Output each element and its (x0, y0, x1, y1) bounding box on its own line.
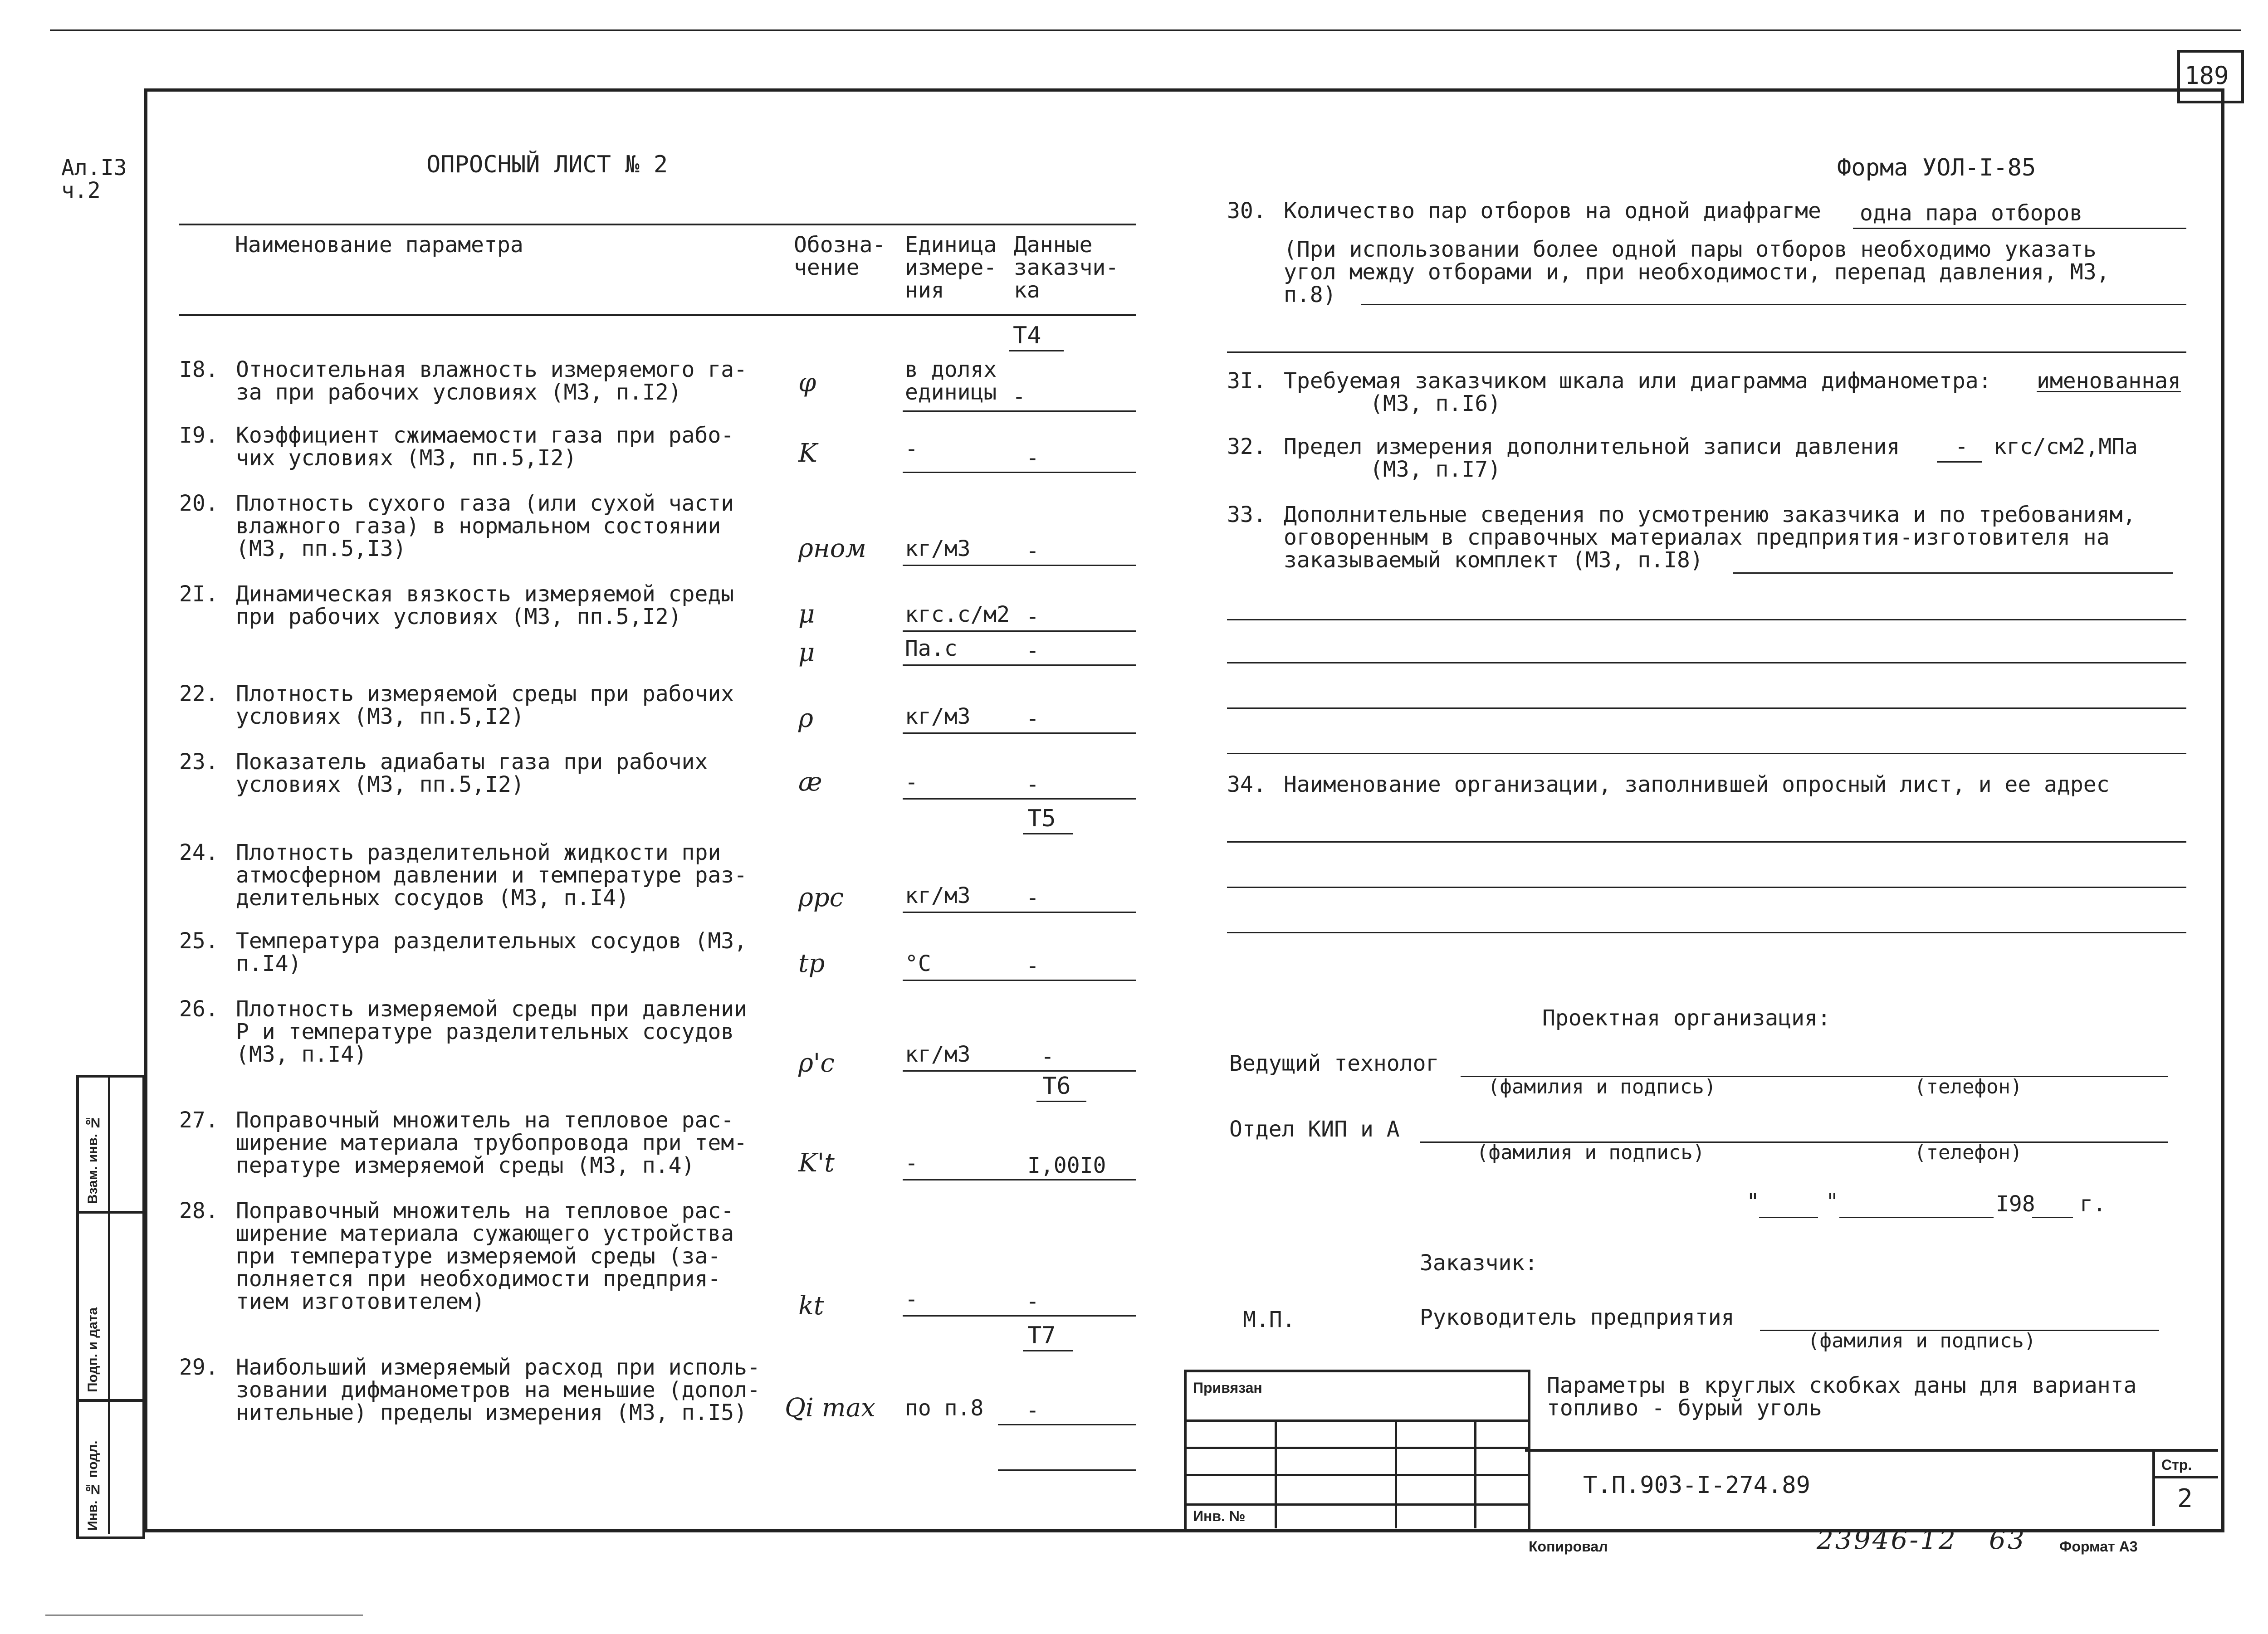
left-item-text: Коэффициент сжимаемости газа при рабо- чих условиях (МЗ, пп.5,I2) (236, 423, 734, 471)
side-label-vzam: Взам. инв. № (85, 1115, 100, 1204)
item-31-ref: (МЗ, п.I6) (1370, 391, 1501, 416)
header-data-2: заказчи- (1014, 255, 1119, 280)
lead-tech-phone-hint: (телефон) (1914, 1075, 2023, 1098)
left-item-value[interactable]: - (1026, 638, 1039, 663)
left-item-value[interactable]: - (1026, 885, 1039, 911)
item-33-text: Дополнительные сведения по усмотрению заказчика и по требованиям, оговоренным в справочных материалах предприятия-изготовителя на заказываемый комплект (МЗ, п.I8) (1284, 502, 2136, 573)
left-item-value[interactable]: - (1026, 445, 1039, 471)
left-item-symbol: Qi max (785, 1393, 875, 1423)
header-designation-2: чение (794, 255, 860, 280)
form-name: Форма УОЛ-I-85 (1837, 154, 2036, 181)
title-block-rule (1525, 1449, 2218, 1452)
left-item-symbol: φ (798, 368, 816, 398)
header-unit-2: измере- (905, 255, 997, 280)
left-item-value[interactable]: - (1012, 384, 1026, 410)
left-item-value[interactable]: - (1041, 1044, 1054, 1069)
item-30-num: 30. (1227, 198, 1266, 224)
item-30-blank-line (1227, 351, 2186, 353)
left-item-text: Температура разделительных сосудов (МЗ, п.I4) (236, 928, 748, 976)
left-item-num: 24. (179, 840, 219, 865)
copied-label: Копировал (1529, 1538, 1608, 1555)
left-item-num: 29. (179, 1355, 219, 1380)
left-item-num: 22. (179, 681, 219, 707)
item-30-text: Количество пар отборов на одной диафрагме (1284, 198, 1821, 224)
left-item-unit: в долях единицы (905, 357, 997, 405)
item-31-value[interactable]: именованная (2037, 368, 2181, 394)
left-item-symbol: K't (798, 1148, 835, 1178)
item-29-extra-rule (998, 1469, 1136, 1471)
left-item-num: 27. (179, 1107, 219, 1133)
item-34-blank-line (1227, 841, 2186, 843)
left-item-text: Относительная влажность измеряемого га- за при рабочих условиях (МЗ, п.I2) (236, 357, 748, 405)
left-item-symbol: μ (798, 600, 815, 629)
left-item-value[interactable]: - (1026, 953, 1039, 979)
left-item-num: 23. (179, 749, 219, 775)
date-quote-close: " (1826, 1189, 1839, 1215)
left-item-value[interactable]: - (1026, 706, 1039, 732)
left-item-symbol: tр (798, 949, 825, 978)
left-item-num: 20. (179, 491, 219, 516)
left-item-unit: - (905, 1287, 918, 1312)
mark-t4: T4 (1013, 322, 1041, 349)
table-header-top-rule (179, 224, 1136, 225)
kip-dept-phone-hint: (телефон) (1914, 1141, 2023, 1164)
left-item-symbol: ρ'с (798, 1049, 835, 1078)
page-label: Стр. (2161, 1457, 2192, 1473)
kip-dept-label: Отдел КИП и А (1229, 1117, 1400, 1142)
left-item-num: 25. (179, 928, 219, 954)
privyazan-col (1395, 1419, 1397, 1528)
left-item-field-rule (903, 798, 1136, 800)
mark-t6: T6 (1042, 1073, 1071, 1100)
item-32-field (1937, 461, 1982, 463)
album-part: ч.2 (61, 178, 101, 203)
left-item-value[interactable]: - (1026, 538, 1039, 564)
left-item-unit: - (905, 770, 918, 795)
header-unit-1: Единица (905, 232, 997, 258)
left-item-symbol: kt (798, 1291, 824, 1321)
left-item-field-rule (903, 630, 1136, 632)
left-item-num: I9. (179, 423, 219, 448)
left-item-num: I8. (179, 357, 219, 382)
privyazan-label: Привязан (1193, 1380, 1262, 1396)
left-item-text: Плотность разделительной жидкости при атмосферном давлении и температуре раз- делительных сосудов (МЗ, п.I4) (236, 840, 748, 911)
item-30-note-field (1361, 304, 2186, 305)
side-label-inv: Инв. № подл. (85, 1440, 100, 1531)
header-param: Наименование параметра (235, 232, 523, 258)
date-year-field[interactable] (2032, 1217, 2073, 1218)
left-item-unit: кг/м3 (905, 1042, 971, 1067)
header-data-1: Данные (1014, 232, 1093, 258)
inv-no-label: Инв. № (1193, 1508, 1246, 1524)
item-33-blank-line (1227, 619, 2186, 620)
date-day-field[interactable] (1759, 1217, 1818, 1218)
date-quote-open: " (1746, 1189, 1760, 1215)
left-item-text: Плотность измеряемой среды при рабочих условиях (МЗ, пп.5,I2) (236, 681, 734, 729)
page-cell-border (2152, 1449, 2155, 1526)
mark-t5-rule (1023, 833, 1073, 834)
copy-number: 23946-12 (1817, 1524, 1957, 1555)
left-item-symbol: K (798, 439, 817, 468)
left-item-value[interactable]: - (1026, 1398, 1039, 1423)
left-item-field-rule (903, 1179, 1136, 1180)
left-item-unit: - (905, 1151, 918, 1176)
bottom-edge-line (45, 1614, 363, 1616)
item-31-num: 3I. (1227, 368, 1266, 394)
left-item-value[interactable]: - (1026, 772, 1039, 797)
header-designation-1: Обозна- (794, 232, 886, 258)
left-item-value[interactable]: - (1026, 604, 1039, 629)
left-item-field-rule (903, 664, 1136, 666)
left-item-value[interactable]: - (1026, 1289, 1039, 1314)
left-item-field-rule (903, 912, 1136, 913)
left-item-field-rule (903, 1315, 1136, 1317)
page-cell-divider (2152, 1476, 2218, 1478)
head-label: Руководитель предприятия (1420, 1305, 1735, 1330)
header-data-3: ка (1014, 278, 1040, 303)
item-34-blank-line (1227, 887, 2186, 888)
left-item-unit: - (905, 436, 918, 462)
mp-label: М.П. (1243, 1307, 1295, 1332)
left-item-symbol: ρрс (798, 883, 844, 912)
format-label: Формат А3 (2059, 1538, 2138, 1555)
sheet-title: ОПРОСНЫЙ ЛИСТ № 2 (426, 151, 668, 178)
left-item-text: Поправочный множитель на тепловое рас- ширение материала сужающего устройства при температуре измеряемой среды (за- полняется при необходимости предприя- тием изготовителем) (236, 1198, 734, 1314)
left-item-field-rule (903, 472, 1136, 473)
privyazan-col (1474, 1419, 1476, 1528)
left-item-symbol: μ (798, 638, 815, 668)
customer-label: Заказчик: (1420, 1250, 1538, 1276)
mark-t7-rule (1023, 1350, 1073, 1351)
left-item-symbol: ρ (798, 704, 813, 733)
item-31-text: Требуемая заказчиком шкала или диаграмма дифманометра: (1284, 368, 1992, 394)
item-34-blank-line (1227, 932, 2186, 933)
table-header-bottom-rule (179, 314, 1136, 316)
left-item-field-rule (998, 1424, 1136, 1425)
project-org-label: Проектная организация: (1542, 1005, 1831, 1031)
item-34-text: Наименование организации, заполнившей опросный лист, и ее адрес (1284, 772, 2110, 797)
left-item-num: 2I. (179, 581, 219, 607)
top-edge-line (50, 29, 2241, 31)
left-item-unit: кг/м3 (905, 883, 971, 908)
left-item-text: Наибольший измеряемый расход при исполь- зовании дифманометров на меньшие (допол- нительные) пределы измерения (МЗ, п.I5) (236, 1355, 760, 1425)
left-item-field-rule (903, 410, 1136, 412)
left-item-field-rule (903, 565, 1136, 566)
mark-t7: T7 (1027, 1322, 1056, 1349)
item-32-text: Предел измерения дополнительной записи давления (1284, 434, 1900, 459)
item-33-field (1733, 572, 2173, 574)
item-32-ref: (МЗ, п.I7) (1370, 457, 1501, 482)
item-34-num: 34. (1227, 772, 1266, 797)
left-item-num: 28. (179, 1198, 219, 1224)
left-item-unit: по п.8 (905, 1395, 984, 1421)
date-month-field[interactable] (1839, 1217, 1994, 1218)
lead-tech-name-hint: (фамилия и подпись) (1488, 1075, 1716, 1098)
left-item-symbol: ρном (798, 534, 866, 563)
item-33-blank-line (1227, 662, 2186, 663)
head-name-hint: (фамилия и подпись) (1808, 1329, 2036, 1352)
left-item-text: Динамическая вязкость измеряемой среды при рабочих условиях (МЗ, пп.5,I2) (236, 581, 734, 629)
item-33-num: 33. (1227, 502, 1266, 527)
left-item-field-rule (903, 1070, 1136, 1072)
left-item-field-rule (903, 732, 1136, 734)
left-item-unit: Па.с (905, 636, 958, 661)
privyazan-col (1275, 1419, 1277, 1528)
left-item-symbol: æ (798, 767, 822, 797)
item-30-value[interactable]: одна пара отборов (1860, 200, 2083, 226)
item-32-value[interactable]: - (1955, 434, 1968, 459)
header-unit-3: ния (905, 278, 944, 303)
left-item-num: 26. (179, 996, 219, 1022)
page-number: 189 (2185, 61, 2229, 90)
lead-tech-label: Ведущий технолог (1229, 1051, 1439, 1076)
mark-t6-rule (1036, 1101, 1086, 1102)
item-33-blank-line (1227, 753, 2186, 754)
side-label-podp: Подп. и дата (85, 1307, 100, 1392)
left-item-value[interactable]: I,00I0 (1027, 1153, 1106, 1178)
left-item-field-rule (903, 980, 1136, 981)
left-item-unit: °C (905, 951, 931, 976)
album-ref: Ал.I3 (61, 155, 127, 180)
copy-number-2: 63 (1989, 1524, 2026, 1555)
left-item-unit: кг/м3 (905, 704, 971, 729)
item-32-num: 32. (1227, 434, 1266, 459)
left-item-text: Плотность измеряемой среды при давлении P и температуре разделительных сосудов (МЗ, п.I4) (236, 996, 748, 1067)
date-year: I98 (1996, 1191, 2035, 1217)
left-item-text: Поправочный множитель на тепловое рас- ширение материала трубопровода при тем- пературе измеряемой среды (МЗ, п.4) (236, 1107, 748, 1178)
page-number-box (2177, 50, 2244, 103)
item-32-unit: кгс/см2,МПа (1994, 434, 2138, 459)
doc-code: Т.П.903-I-274.89 (1583, 1472, 1810, 1499)
item-30-note: (При использовании более одной пары отборов необходимо указать угол между отборами и, при необходимости, перепад давления, МЗ, п.8) (1284, 237, 2110, 307)
kip-dept-name-hint: (фамилия и подпись) (1476, 1141, 1705, 1164)
side-stamp-divider (108, 1075, 110, 1534)
mark-t4-rule (1009, 350, 1064, 351)
date-year-suffix: г. (2080, 1191, 2106, 1217)
item-30-field (1853, 228, 2186, 229)
left-item-text: Показатель адиабаты газа при рабочих условиях (МЗ, пп.5,I2) (236, 749, 708, 797)
left-item-text: Плотность сухого газа (или сухой части влажного газа) в нормальном состоянии (МЗ, пп.5,I3) (236, 491, 734, 561)
item-33-blank-line (1227, 707, 2186, 709)
mark-t5: T5 (1027, 805, 1056, 832)
left-item-unit: кг/м3 (905, 536, 971, 561)
left-item-unit: кгс.с/м2 (905, 602, 1010, 627)
page-value: 2 (2177, 1484, 2193, 1513)
fuel-note: Параметры в круглых скобках даны для варианта топливо - бурый уголь (1547, 1373, 2137, 1421)
